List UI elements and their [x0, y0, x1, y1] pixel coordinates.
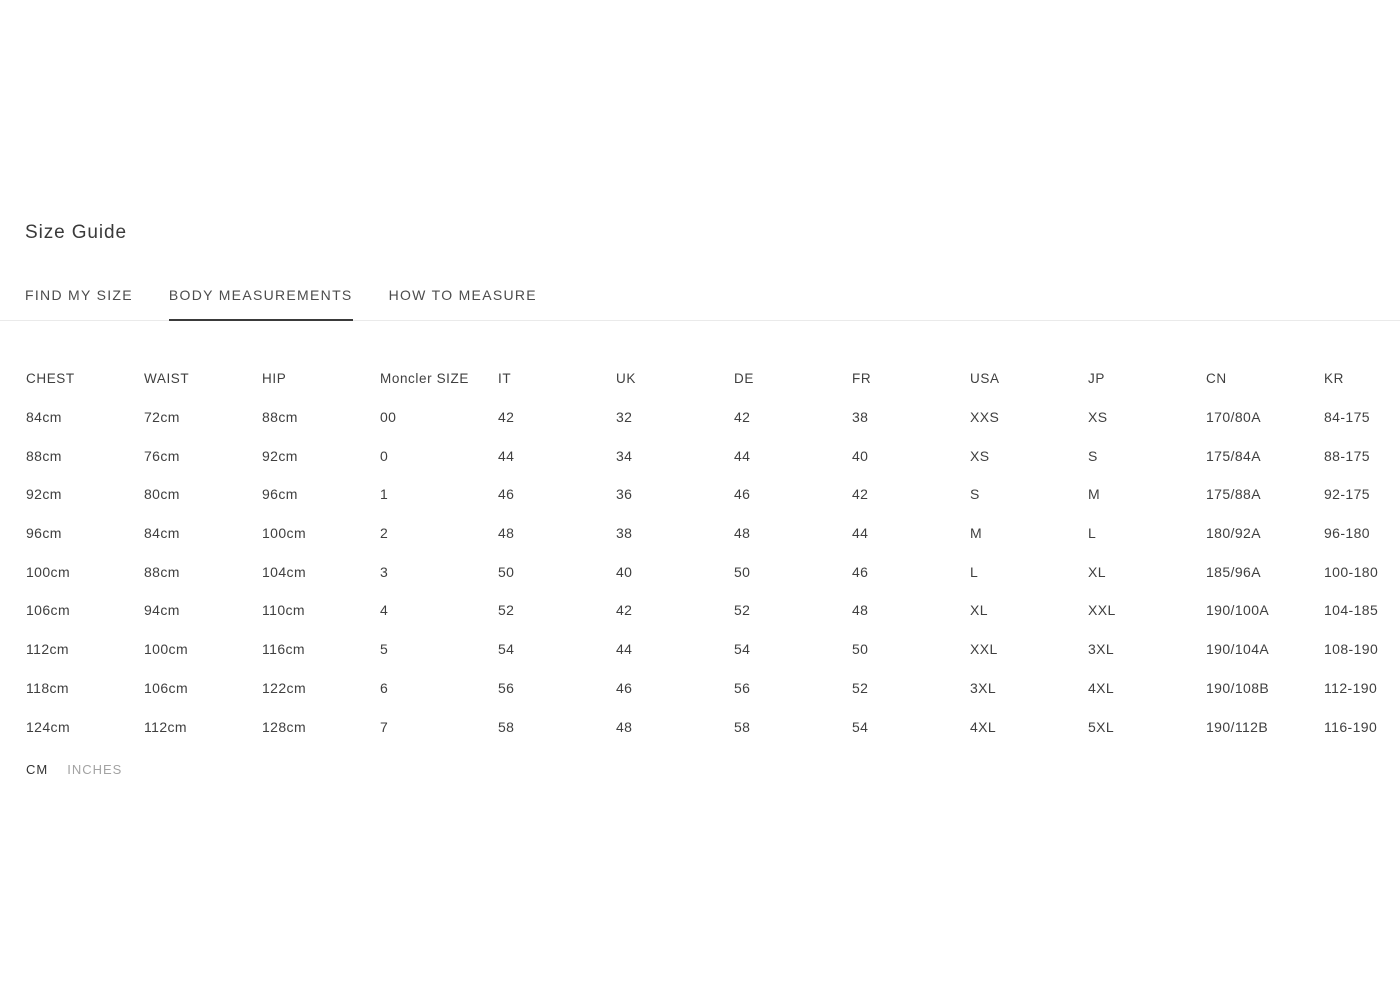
table-row	[0, 475, 1400, 514]
table-cell: 3XL	[1088, 641, 1115, 658]
table-cell: S	[970, 486, 980, 503]
table-cell: 46	[734, 486, 751, 503]
table-cell: L	[1088, 525, 1097, 542]
table-cell: 7	[380, 718, 389, 735]
table-cell: 44	[852, 525, 869, 542]
table-cell: 122cm	[262, 679, 307, 696]
table-cell: 112-190	[1324, 679, 1378, 696]
table-cell: 54	[498, 641, 515, 658]
column-header: DE	[734, 370, 754, 386]
table-cell: 94cm	[144, 602, 180, 619]
table-cell: 88cm	[26, 447, 62, 464]
table-cell: 92cm	[262, 447, 298, 464]
table-row	[0, 707, 1400, 746]
table-cell: 88-175	[1324, 447, 1370, 464]
table-cell: 34	[616, 447, 633, 464]
table-row	[0, 514, 1400, 553]
table-cell: XL	[970, 602, 988, 619]
table-cell: 175/88A	[1206, 486, 1261, 503]
table-cell: 2	[380, 525, 389, 542]
table-cell: 48	[852, 602, 869, 619]
table-header-row	[0, 359, 1400, 398]
table-cell: 50	[734, 563, 751, 580]
table-cell: 48	[734, 525, 751, 542]
size-conversion-table	[0, 359, 1400, 746]
table-cell: 100cm	[26, 563, 71, 580]
table-cell: 36	[616, 486, 633, 503]
table-cell: XXL	[1088, 602, 1116, 619]
table-cell: 58	[498, 718, 515, 735]
column-header: USA	[970, 370, 1000, 386]
table-row	[0, 669, 1400, 708]
table-cell: 42	[498, 409, 515, 426]
table-row	[0, 630, 1400, 669]
table-cell: 56	[498, 679, 515, 696]
table-cell: 96cm	[26, 525, 62, 542]
column-header: JP	[1088, 370, 1105, 386]
table-cell: 46	[616, 679, 633, 696]
table-cell: 84-175	[1324, 409, 1370, 426]
table-cell: 104-185	[1324, 602, 1379, 619]
table-cell: 96-180	[1324, 525, 1370, 542]
table-cell: 50	[852, 641, 869, 658]
size-guide-tabs	[25, 287, 537, 321]
table-row	[0, 398, 1400, 437]
table-cell: 190/108B	[1206, 679, 1270, 696]
tab-find-my-size[interactable]: FIND MY SIZE	[25, 287, 133, 303]
table-cell: S	[1088, 447, 1098, 464]
table-cell: M	[970, 525, 983, 542]
table-cell: 84cm	[26, 409, 62, 426]
table-cell: 4	[380, 602, 389, 619]
table-cell: 44	[734, 447, 751, 464]
column-header: HIP	[262, 370, 287, 386]
table-cell: 00	[380, 409, 397, 426]
table-cell: 46	[498, 486, 515, 503]
table-cell: 106cm	[144, 679, 189, 696]
table-cell: 42	[852, 486, 869, 503]
table-cell: 40	[616, 563, 633, 580]
table-cell: 112cm	[144, 718, 187, 735]
column-header: IT	[498, 370, 512, 386]
table-cell: 42	[734, 409, 751, 426]
table-cell: 100-180	[1324, 563, 1379, 580]
table-cell: 50	[498, 563, 515, 580]
column-header: FR	[852, 370, 872, 386]
unit-option-cm[interactable]: CM	[26, 762, 49, 777]
table-cell: M	[1088, 486, 1101, 503]
table-cell: 185/96A	[1206, 563, 1261, 580]
table-cell: 180/92A	[1206, 525, 1261, 542]
table-cell: 38	[616, 525, 633, 542]
table-cell: 6	[380, 679, 389, 696]
table-cell: 56	[734, 679, 751, 696]
table-cell: 32	[616, 409, 633, 426]
table-cell: 48	[498, 525, 515, 542]
table-cell: 96cm	[262, 486, 298, 503]
table-cell: 5	[380, 641, 389, 658]
table-cell: 170/80A	[1206, 409, 1261, 426]
table-cell: 190/104A	[1206, 641, 1270, 658]
column-header: CN	[1206, 370, 1227, 386]
table-cell: 190/112B	[1206, 718, 1269, 735]
table-cell: 3XL	[970, 679, 997, 696]
table-cell: 80cm	[144, 486, 180, 503]
table-cell: 48	[616, 718, 633, 735]
table-cell: 42	[616, 602, 633, 619]
table-cell: 84cm	[144, 525, 180, 542]
table-cell: 0	[380, 447, 389, 464]
table-cell: 52	[498, 602, 515, 619]
table-cell: 108-190	[1324, 641, 1379, 658]
table-cell: 110cm	[262, 602, 305, 619]
table-cell: 112cm	[26, 641, 69, 658]
column-header: KR	[1324, 370, 1344, 386]
table-cell: 40	[852, 447, 869, 464]
table-cell: XXL	[970, 641, 998, 658]
table-cell: 54	[852, 718, 869, 735]
table-cell: 92-175	[1324, 486, 1370, 503]
table-row	[0, 552, 1400, 591]
table-cell: 76cm	[144, 447, 180, 464]
unit-option-inches[interactable]: INCHES	[67, 762, 123, 777]
table-cell: 118cm	[26, 679, 69, 696]
tab-how-to-measure[interactable]: HOW TO MEASURE	[388, 287, 537, 303]
column-header: Moncler SIZE	[380, 370, 469, 386]
table-cell: 106cm	[26, 602, 71, 619]
table-cell: 46	[852, 563, 869, 580]
column-header: UK	[616, 370, 636, 386]
table-row	[0, 591, 1400, 630]
table-cell: 128cm	[262, 718, 307, 735]
table-cell: 104cm	[262, 563, 307, 580]
unit-toggle	[26, 762, 122, 777]
table-cell: 5XL	[1088, 718, 1115, 735]
column-header: CHEST	[26, 370, 75, 386]
table-cell: 44	[498, 447, 515, 464]
tab-body-measurements[interactable]: BODY MEASUREMENTS	[169, 287, 353, 321]
table-cell: 54	[734, 641, 751, 658]
table-cell: 88cm	[262, 409, 298, 426]
table-cell: 92cm	[26, 486, 62, 503]
table-cell: 100cm	[262, 525, 307, 542]
table-cell: L	[970, 563, 979, 580]
table-row	[0, 436, 1400, 475]
page-title: Size Guide	[25, 222, 127, 243]
table-cell: 190/100A	[1206, 602, 1270, 619]
table-cell: 52	[852, 679, 869, 696]
table-cell: 52	[734, 602, 751, 619]
table-cell: 72cm	[144, 409, 180, 426]
column-header: WAIST	[144, 370, 190, 386]
table-cell: 175/84A	[1206, 447, 1261, 464]
table-cell: 116cm	[262, 641, 305, 658]
table-cell: XS	[970, 447, 990, 464]
table-cell: XS	[1088, 409, 1108, 426]
table-cell: 44	[616, 641, 633, 658]
table-cell: 3	[380, 563, 389, 580]
table-cell: 4XL	[970, 718, 997, 735]
table-cell: 116-190	[1324, 718, 1378, 735]
table-cell: XL	[1088, 563, 1106, 580]
table-cell: 124cm	[26, 718, 71, 735]
table-cell: 38	[852, 409, 869, 426]
table-cell: 100cm	[144, 641, 189, 658]
table-cell: 4XL	[1088, 679, 1115, 696]
table-cell: 58	[734, 718, 751, 735]
table-cell: 1	[380, 486, 389, 503]
table-cell: 88cm	[144, 563, 180, 580]
table-cell: XXS	[970, 409, 1000, 426]
